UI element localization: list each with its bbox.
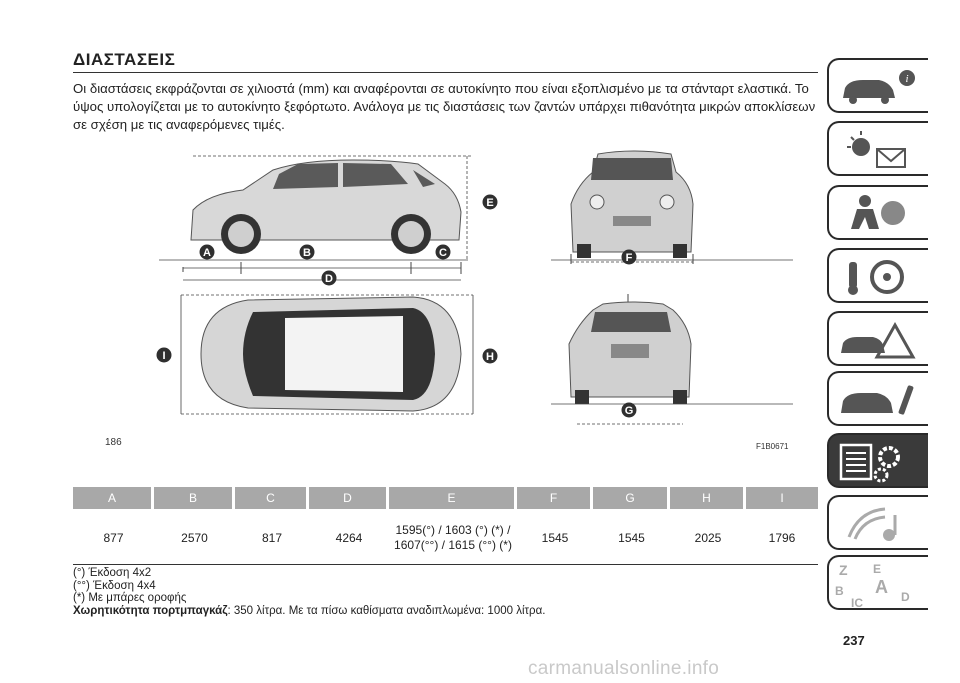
value-cell: 1595(°) / 1603 (°) (*) / 1607(°°) / 1615 (°°) (*) [394,523,512,552]
marker-B-label: B [303,247,311,259]
index-icon [829,557,928,612]
steering-key-icon [829,250,928,305]
value-cell: 2025 [694,530,722,545]
car-side-view [159,156,471,280]
marker-C-label: C [439,247,447,259]
marker-D-label: D [325,273,333,285]
table-divider [73,564,818,565]
value-cell: 4264 [335,530,363,545]
marker-H-label: H [486,351,494,363]
tab-starting-driving[interactable] [827,248,928,303]
car-rear-view [551,294,793,424]
luggage-label: Χωρητικότητα πορτμπαγκάζ [73,604,228,617]
svg-text:A: A [875,577,888,597]
svg-text:i: i [905,73,909,85]
value-cell: 1796 [768,530,796,545]
header-cell: D [309,487,389,509]
header-cell: H [670,487,746,509]
tab-maintenance[interactable] [827,371,928,426]
footnotes [73,567,545,617]
airbag-safety-icon [829,187,928,242]
watermark: carmanualsonline.info [528,658,720,679]
car-top-view [181,295,473,414]
svg-text:E: E [873,562,882,576]
figure-code: F1B0671 [756,442,789,451]
tab-multimedia[interactable] [827,495,928,550]
figure-page-ref: 186 [105,437,122,448]
svg-text:B: B [835,584,844,598]
title-divider [73,72,818,73]
technical-data-icon [829,435,928,490]
marker-A-label: A [203,247,211,259]
emergency-icon [829,313,928,368]
tab-index[interactable] [827,555,928,610]
tab-car-info[interactable] [827,58,928,113]
header-cell: G [593,487,670,509]
header-cell: F [517,487,593,509]
value-cell: 817 [261,530,283,545]
value-cell: 877 [103,530,124,545]
dimensions-figure [73,132,820,467]
luggage-note [73,605,545,618]
page-title: ΔΙΑΣΤΑΣΕΙΣ [73,50,176,69]
luggage-text: : 350 λίτρα. Με τα πίσω καθίσματα αναδιπλωμένα: 1000 λίτρα. [227,604,546,617]
table-row [73,516,818,560]
multimedia-icon [829,497,928,552]
tab-emergency[interactable] [827,311,928,366]
footnote: (°°) Έκδοση 4x4 [73,579,156,592]
page-number: 237 [843,633,865,648]
svg-text:IC: IC [851,596,863,610]
car-info-icon [829,60,928,115]
header-cell: I [780,491,784,505]
tab-warning-lights[interactable] [827,121,928,176]
table-header [73,487,818,509]
value-cell: 1545 [618,530,645,545]
tab-safety[interactable] [827,185,928,240]
intro-paragraph: Οι διαστάσεις εκφράζονται σε χιλιοστά (mm) και αναφέρονται σε αυτοκίνητο που είναι εξοπλισμένο με τα στάνταρτ ελαστικά. Το ύψος υπολογίζεται με το αυτοκίνητο ξεφόρτωτο. Ανάλογα με τις διαστάσεις των ζαντών υπάρχει πιθανότητα μικρών αποκλίσεων σε σχέση με τις αναφερόμενες τιμές. [73,81,816,132]
header-cell: A [73,487,154,509]
svg-text:Z: Z [839,562,848,578]
footnote: (*) Με μπάρες οροφής [73,592,187,604]
car-front-view [551,151,793,264]
marker-I-label: I [162,350,166,362]
marker-E-label: E [486,197,494,209]
footnote: (°) Έκδοση 4x2 [73,567,152,579]
marker-F-label: F [625,252,633,264]
warning-lights-icon [829,123,928,178]
maintenance-icon [829,373,928,428]
svg-text:D: D [901,590,910,604]
value-cell: 1545 [541,530,569,545]
header-cell: C [235,487,309,509]
value-cell: 2570 [181,530,208,545]
header-cell: E [389,487,517,509]
marker-G-label: G [624,405,634,417]
header-cell: B [154,487,235,509]
tab-technical-data[interactable] [827,433,928,488]
